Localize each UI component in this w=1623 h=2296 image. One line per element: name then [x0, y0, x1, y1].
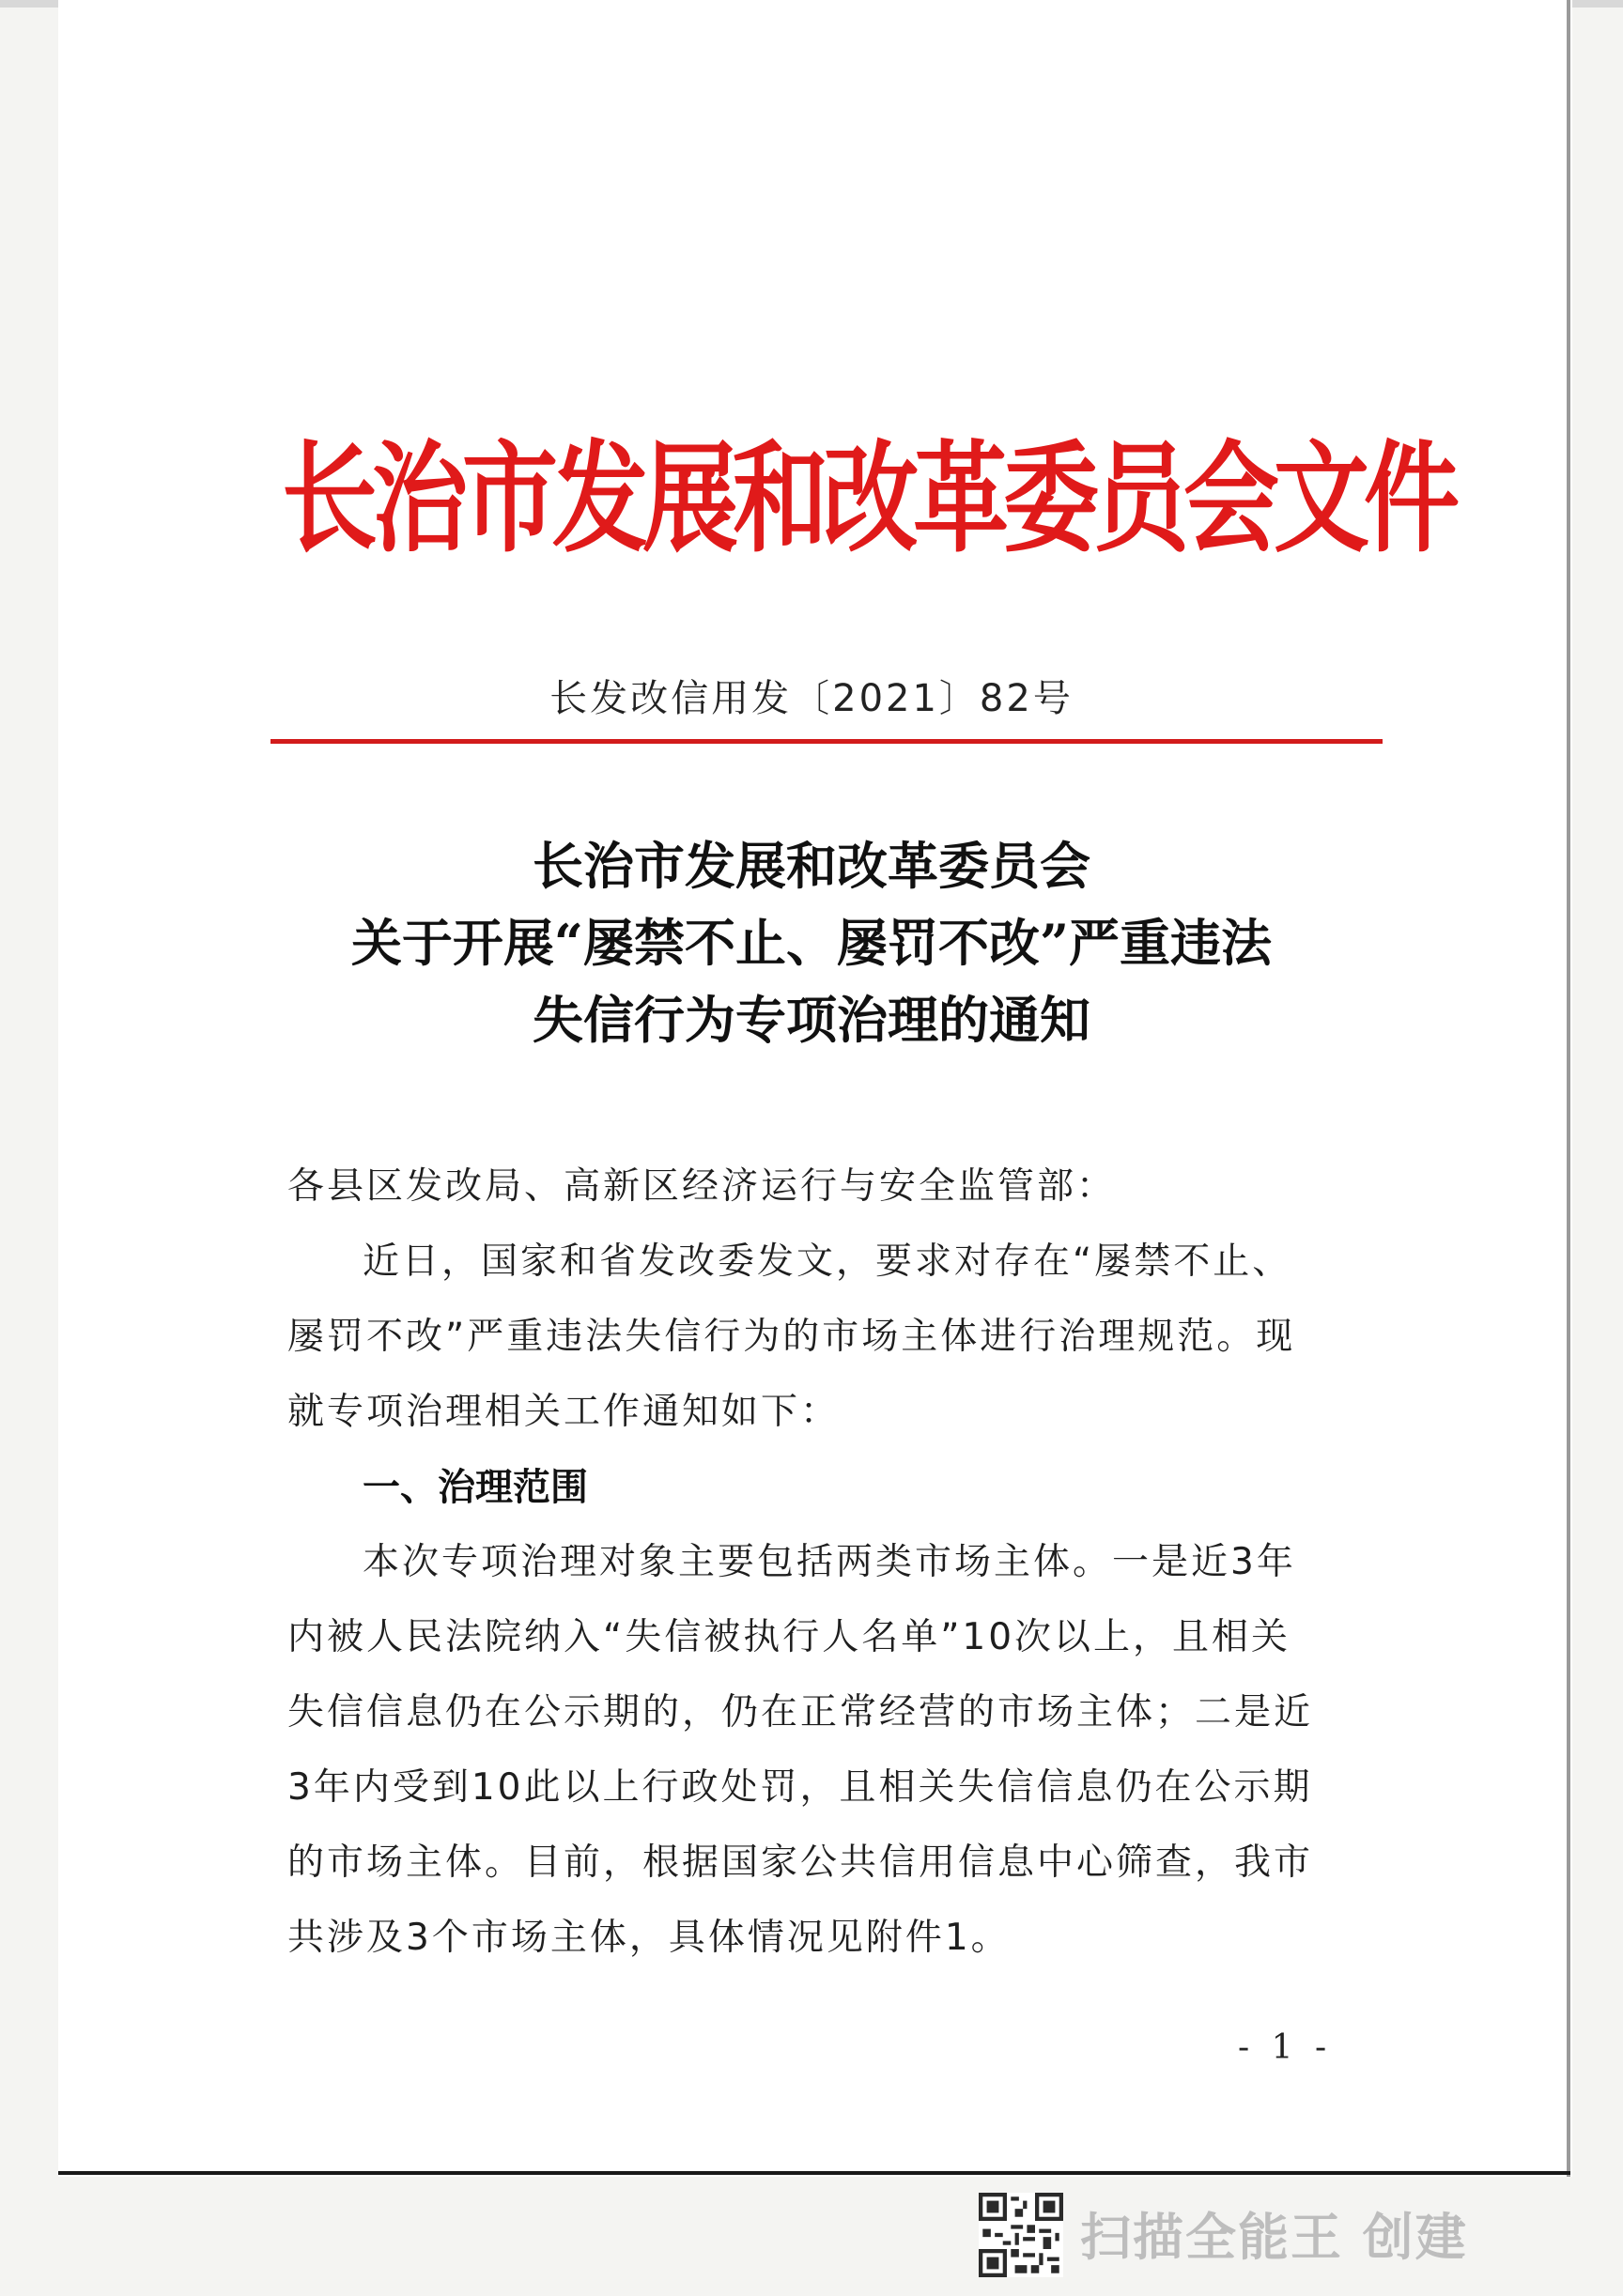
- notice-title-line-2: 关于开展“屡禁不止、屡罚不改”严重违法: [350, 913, 1273, 973]
- qr-code-icon: [979, 2193, 1063, 2277]
- scanner-watermark: 扫描全能王 创建: [1080, 2208, 1468, 2267]
- paragraph-2-line: 共涉及3个市场主体，具体情况见附件1。: [287, 1917, 1011, 1959]
- document-number: 长发改信用发〔2021〕82号: [549, 677, 1074, 720]
- paragraph-1-line: 就专项治理相关工作通知如下：: [287, 1391, 841, 1433]
- paragraph-1-line: 近日，国家和省发改委发文，要求对存在“屡禁不止、: [363, 1240, 1292, 1283]
- paragraph-2-line: 内被人民法院纳入“失信被执行人名单”10次以上，且相关: [287, 1616, 1291, 1658]
- scan-right-edge: [1567, 0, 1570, 2177]
- paragraph-2-line: 本次专项治理对象主要包括两类市场主体。一是近3年: [363, 1541, 1296, 1583]
- scan-bottom-edge: [58, 2171, 1570, 2175]
- notice-title-line-3: 失信行为专项治理的通知: [533, 990, 1090, 1050]
- paragraph-1-line: 屡罚不改”严重违法失信行为的市场主体进行治理规范。现: [287, 1316, 1296, 1358]
- paragraph-2-line: 失信信息仍在公示期的，仍在正常经营的市场主体；二是近: [287, 1691, 1314, 1734]
- paragraph-2-line: 3年内受到10此以上行政处罚，且相关失信信息仍在公示期: [287, 1766, 1313, 1809]
- salutation: 各县区发改局、高新区经济运行与安全监管部：: [287, 1165, 1117, 1208]
- issuer-title: 长治市发展和改革委员会文件: [282, 428, 1454, 570]
- page-number: - 1 -: [1238, 2028, 1333, 2067]
- section-heading: 一、治理范围: [363, 1466, 588, 1509]
- notice-title-line-1: 长治市发展和改革委员会: [533, 836, 1090, 896]
- red-divider: [270, 739, 1383, 744]
- paragraph-2-line: 的市场主体。目前，根据国家公共信用信息中心筛查，我市: [287, 1841, 1314, 1884]
